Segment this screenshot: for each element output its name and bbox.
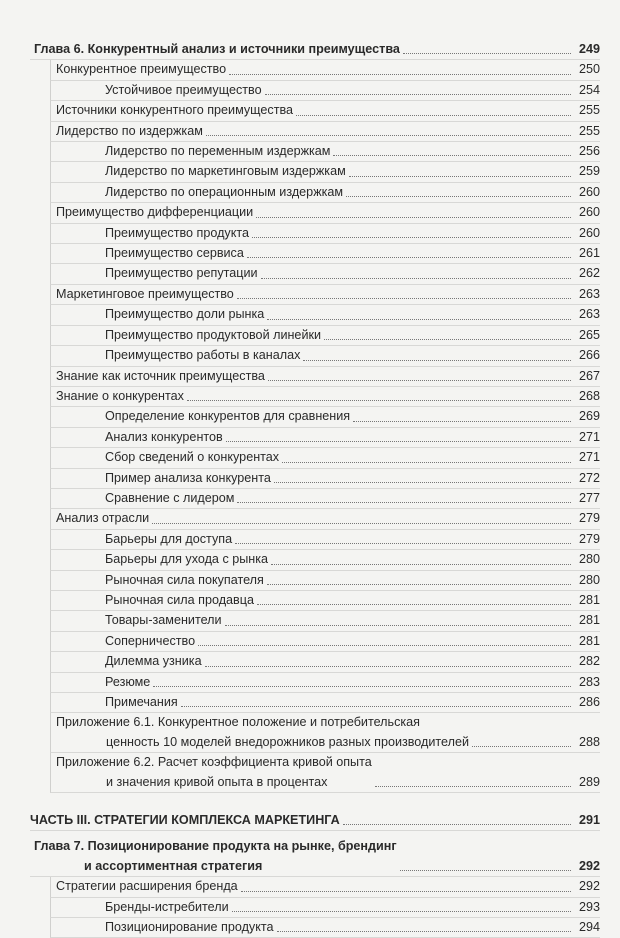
toc-entry	[50, 224, 600, 244]
toc-entry	[50, 918, 600, 938]
page-number: 263	[578, 307, 600, 322]
page-number: 281	[578, 613, 600, 628]
entry-title	[56, 877, 238, 896]
entry-title	[56, 713, 469, 752]
page-number: 259	[578, 164, 600, 179]
page-number: 269	[578, 409, 600, 424]
toc-entry	[50, 244, 600, 264]
toc-entry	[50, 469, 600, 489]
entry-title	[105, 530, 232, 549]
entry-title	[105, 571, 264, 590]
toc-entry	[50, 550, 600, 570]
entry-title-text: Конкурентное преимущество	[56, 62, 227, 77]
page-number: 271	[578, 429, 600, 444]
toc-entry	[50, 305, 600, 325]
page-number: 292	[578, 879, 600, 894]
dot-leader	[198, 645, 571, 646]
entry-title-text: Сравнение с лидером	[105, 490, 235, 505]
toc-entry	[50, 183, 600, 203]
dot-leader	[232, 911, 571, 912]
dot-leader	[153, 686, 571, 687]
entry-title-text: Пример анализа конкурента	[105, 470, 271, 485]
entry-title-text: Преимущество продуктовой линейки	[105, 327, 322, 342]
toc-entry	[50, 81, 600, 101]
entry-title-continuation: и ассортиментная стратегия	[84, 858, 263, 873]
page-number: 279	[578, 531, 600, 546]
entry-title	[105, 489, 234, 508]
page-number: 279	[578, 511, 600, 526]
entry-title	[105, 244, 244, 263]
toc-entry	[50, 632, 600, 652]
entry-title	[105, 611, 222, 630]
toc-entry	[50, 346, 600, 366]
toc-entry	[50, 898, 600, 918]
entry-title	[56, 753, 372, 792]
dot-leader	[274, 482, 571, 483]
dot-leader	[181, 706, 571, 707]
entry-title-text: Соперничество	[105, 633, 196, 648]
page-number: 272	[578, 470, 600, 485]
page-number: 260	[578, 225, 600, 240]
toc-entry	[50, 162, 600, 182]
entry-title	[105, 591, 254, 610]
toc-entry	[50, 489, 600, 509]
table-of-contents	[30, 40, 600, 938]
entry-title-text: Сбор сведений о конкурентах	[105, 450, 280, 465]
toc-entry	[50, 203, 600, 223]
toc-entry	[50, 387, 600, 407]
page-number: 293	[578, 899, 600, 914]
page-number: 294	[578, 920, 600, 935]
entry-title-text: Анализ конкурентов	[105, 429, 223, 444]
page-number: 250	[578, 62, 600, 77]
entry-title-text: Источники конкурентного преимущества	[56, 103, 294, 118]
toc-entry	[50, 611, 600, 631]
dot-leader	[349, 176, 571, 177]
toc-entry	[50, 142, 600, 162]
entry-title	[105, 326, 321, 345]
page-number: 280	[578, 572, 600, 587]
entry-title	[105, 898, 229, 917]
entry-title	[105, 162, 346, 181]
toc-entry	[50, 713, 600, 753]
entry-title-text: Бренды-истребители	[105, 899, 229, 914]
page-number: 281	[578, 592, 600, 607]
dot-leader	[237, 502, 571, 503]
dot-leader	[229, 74, 571, 75]
entry-title-text: Знание о конкурентах	[56, 388, 184, 403]
page-number: 266	[578, 348, 600, 363]
entry-title	[105, 142, 330, 161]
dot-leader	[267, 319, 571, 320]
entry-title-text: Приложение 6.2. Расчет коэффициента кривой опыта	[56, 755, 372, 770]
entry-title-text: Лидерство по переменным издержкам	[105, 144, 331, 159]
entry-title-text: Преимущество продукта	[105, 225, 250, 240]
dot-leader	[261, 278, 571, 279]
entry-title-text: Преимущество дифференциации	[56, 205, 254, 220]
dot-leader	[375, 786, 571, 787]
dot-leader	[343, 824, 571, 825]
entry-title	[105, 652, 202, 671]
entry-title	[105, 693, 178, 712]
entry-title-text: Преимущество сервиса	[105, 246, 244, 261]
entry-title	[105, 407, 350, 426]
dot-leader	[472, 746, 571, 747]
dot-leader	[225, 625, 571, 626]
page-number: 249	[578, 42, 600, 56]
page-number: 281	[578, 633, 600, 648]
page-number: 256	[578, 144, 600, 159]
page-number: 292	[578, 858, 600, 873]
toc-entry	[50, 753, 600, 793]
toc-entry	[50, 591, 600, 611]
toc-entry	[50, 693, 600, 713]
entry-title-text: Лидерство по операционным издержкам	[105, 184, 344, 199]
entry-title	[105, 469, 271, 488]
entry-title	[30, 811, 340, 830]
toc-entry	[50, 407, 600, 427]
page-number: 289	[578, 774, 600, 789]
toc-entry	[50, 101, 600, 121]
entry-title	[56, 367, 265, 386]
entry-title	[105, 81, 262, 100]
toc-entry	[50, 367, 600, 387]
entry-title	[56, 203, 253, 222]
entry-title	[56, 285, 234, 304]
entry-title-text: Лидерство по маркетинговым издержкам	[105, 164, 346, 179]
dot-leader	[333, 155, 571, 156]
toc-entry	[50, 60, 600, 80]
entry-title	[56, 387, 184, 406]
toc-entry	[50, 264, 600, 284]
entry-title-text: Устойчивое преимущество	[105, 82, 262, 97]
entry-title-text: Глава 6. Конкурентный анализ и источники преимущества	[34, 42, 400, 56]
dot-leader	[277, 931, 572, 932]
entry-title	[34, 837, 397, 876]
dot-leader	[353, 421, 571, 422]
entry-title-text: Маркетинговое преимущество	[56, 286, 234, 301]
entry-title-text: Знание как источник преимущества	[56, 368, 265, 383]
dot-leader	[205, 666, 571, 667]
entry-title-continuation: и значения кривой опыта в процентах	[106, 774, 328, 789]
dot-leader	[237, 298, 571, 299]
page-number: 282	[578, 654, 600, 669]
page-number: 280	[578, 552, 600, 567]
entry-title-text: Рыночная сила покупателя	[105, 572, 264, 587]
entry-title-text: Дилемма узника	[105, 654, 202, 669]
page-number: 288	[578, 734, 600, 749]
entry-title-text: Преимущество работы в каналах	[105, 348, 301, 363]
entry-title	[105, 918, 274, 937]
entry-title-text: Глава 7. Позиционирование продукта на рынке, брендинг	[34, 839, 397, 854]
dot-leader	[282, 462, 571, 463]
entry-title	[105, 183, 343, 202]
page-number: 263	[578, 286, 600, 301]
toc-entry	[50, 448, 600, 468]
entry-title	[105, 224, 249, 243]
entry-title-text: Преимущество репутации	[105, 266, 258, 281]
toc-entry	[50, 652, 600, 672]
toc-part-entry	[30, 811, 600, 831]
dot-leader	[257, 604, 571, 605]
entry-title	[105, 346, 300, 365]
page-number: 267	[578, 368, 600, 383]
dot-leader	[346, 196, 571, 197]
page-number: 260	[578, 205, 600, 220]
entry-title	[105, 632, 195, 651]
entry-title	[105, 428, 223, 447]
entry-title-text: Резюме	[105, 674, 151, 689]
page-number: 286	[578, 695, 600, 709]
page-number: 254	[578, 82, 600, 97]
toc-chapter-entry	[30, 40, 600, 60]
page-number: 283	[578, 674, 600, 689]
dot-leader	[268, 380, 571, 381]
dot-leader	[265, 94, 571, 95]
dot-leader	[267, 584, 571, 585]
toc-entry	[50, 509, 600, 529]
entry-title-text: Рыночная сила продавца	[105, 592, 254, 607]
entry-title-text: Анализ отрасли	[56, 511, 150, 526]
entry-title	[56, 122, 203, 141]
entry-title-text: Стратегии расширения бренда	[56, 879, 238, 894]
page-number: 268	[578, 388, 600, 403]
page-number: 271	[578, 450, 600, 465]
entry-title	[56, 509, 149, 528]
toc-entry	[50, 673, 600, 693]
entry-title	[34, 40, 400, 59]
dot-leader	[324, 339, 571, 340]
page-number: 262	[578, 266, 600, 281]
dot-leader	[206, 135, 571, 136]
dot-leader	[296, 115, 571, 116]
entry-title-text: Примечания	[105, 695, 178, 709]
entry-title-continuation: ценность 10 моделей внедорожников разных производителей	[106, 734, 470, 749]
dot-leader	[403, 53, 571, 54]
toc-entry	[50, 326, 600, 346]
toc-entry	[50, 122, 600, 142]
entry-title	[105, 550, 268, 569]
entry-title-text: Преимущество доли рынка	[105, 307, 265, 322]
entry-title-text: Приложение 6.1. Конкурентное положение и потребительская	[56, 715, 420, 730]
entry-title-text: Позиционирование продукта	[105, 920, 274, 935]
entry-title-text: Определение конкурентов для сравнения	[105, 409, 351, 424]
toc-chapter-entry	[30, 837, 600, 877]
dot-leader	[252, 237, 571, 238]
dot-leader	[235, 543, 571, 544]
entry-title	[105, 448, 279, 467]
dot-leader	[400, 870, 571, 871]
page-number: 261	[578, 246, 600, 261]
entry-title-text: Барьеры для доступа	[105, 531, 233, 546]
entry-title	[105, 673, 150, 692]
toc-entry	[50, 428, 600, 448]
page-number: 277	[578, 490, 600, 505]
toc-entry	[50, 285, 600, 305]
entry-title-text: Лидерство по издержкам	[56, 123, 203, 138]
entry-title	[105, 264, 258, 283]
entry-title-text: Товары-заменители	[105, 613, 222, 628]
dot-leader	[226, 441, 571, 442]
toc-entry	[50, 877, 600, 897]
dot-leader	[271, 564, 571, 565]
dot-leader	[247, 257, 571, 258]
toc-entry	[50, 530, 600, 550]
toc-entry	[50, 571, 600, 591]
page-number: 255	[578, 123, 600, 138]
entry-title	[105, 305, 264, 324]
entry-title	[56, 101, 293, 120]
dot-leader	[187, 400, 571, 401]
entry-title-text: ЧАСТЬ III. СТРАТЕГИИ КОМПЛЕКСА МАРКЕТИНГА	[30, 813, 340, 828]
page-number: 265	[578, 327, 600, 342]
dot-leader	[303, 360, 571, 361]
entry-title	[56, 60, 226, 79]
dot-leader	[256, 217, 571, 218]
page-number: 255	[578, 103, 600, 118]
dot-leader	[241, 891, 571, 892]
page-number: 291	[578, 813, 600, 828]
page-number: 260	[578, 184, 600, 199]
dot-leader	[152, 523, 571, 524]
entry-title-text: Барьеры для ухода с рынка	[105, 552, 269, 567]
